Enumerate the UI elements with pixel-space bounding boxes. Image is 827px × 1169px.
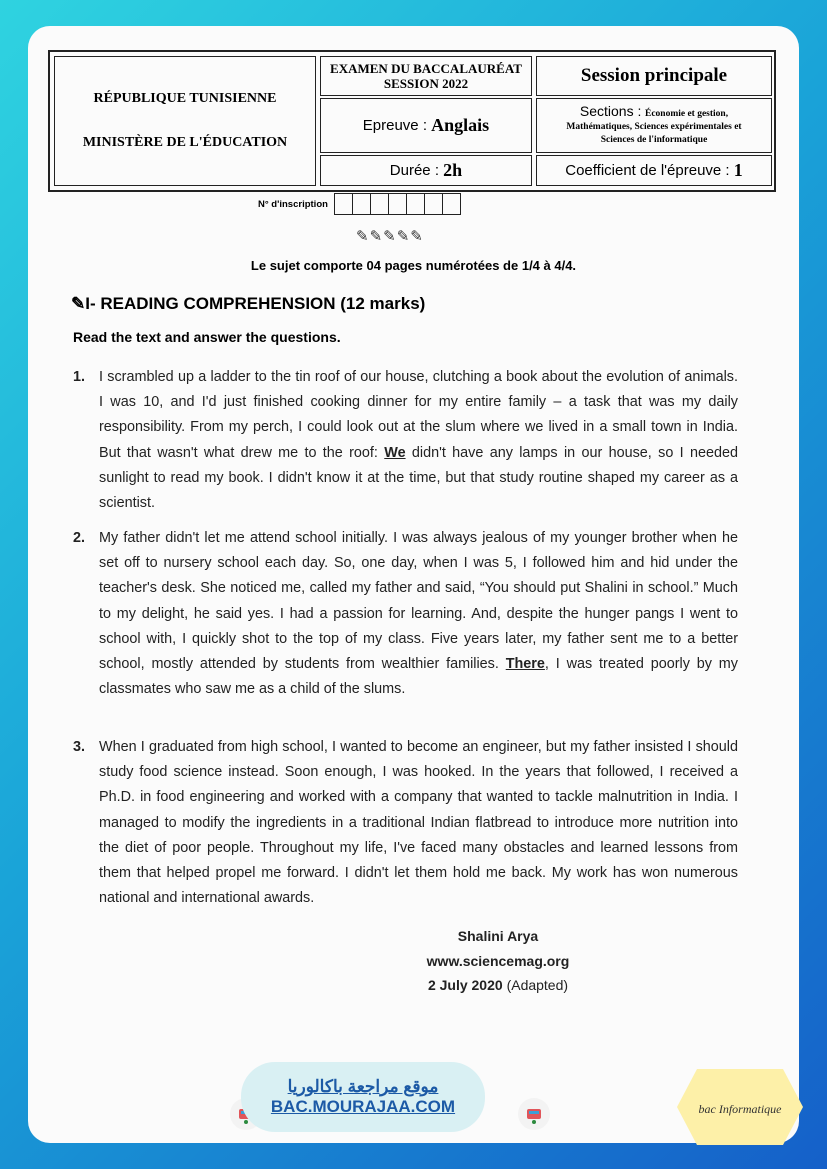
paragraph-3 [73,735,738,911]
watermark-site-link[interactable]: BAC.MOURAJAA.COM [270,1097,456,1116]
watermark-banner[interactable] [241,1062,485,1132]
paragraph-number: 1. [73,369,86,385]
source-site: www.sciencemag.org [426,953,570,969]
header-table [48,50,776,192]
exam-line-1: EXAMEN DU BACCALAURÉAT [330,61,522,76]
section-title [71,294,425,314]
paragraph-text: , I was treated poorly by my classmates who saw me as a child of the slums. [99,656,738,698]
header-institution [54,56,316,186]
source-note: (Adapted) [506,977,569,993]
source-author: Shalini Arya [457,928,539,944]
site-logo-icon [518,1098,550,1130]
paragraph-text: My father didn't let me attend school initially. I was always jealous of my younger brother when he set off to nursery school each day. So, one day, when I was 5, I followed him and hid under the teacher's desk. She noticed me, called my father and said, “You should put Shalini in school.” Much to my delight, he said yes. I had a passion for learning. And, despite the hunger pangs I went to school with, I quickly shot to the top of my class. Five years later, my father sent me to a better school, mostly attended by students from wealthier families. [99,530,738,673]
bac-informatique-badge [675,1067,805,1147]
paragraph-number: 3. [73,739,86,755]
country-name: RÉPUBLIQUE TUNISIENNE [93,91,277,106]
inscription-label: N° d'inscription [258,198,328,210]
inscription-field [258,193,461,215]
ministry-name: MINISTÈRE DE L'ÉDUCATION [82,135,288,150]
coef-cell [536,155,772,186]
paragraph-text: didn't have any lamps in our house, so I needed sunlight to read my book. I didn't know it at the time, but that study routine shaped my career as a scientist. [99,444,738,512]
paragraph-number: 2. [73,530,86,546]
pages-note: Le sujet comporte 04 pages numérotées de 1/4 à 4/4. [250,258,577,273]
watermark-arabic[interactable]: موقع مراجعة باكالوريا [287,1077,439,1096]
exam-page [28,26,799,1143]
duree-value: 2h [443,160,463,180]
exam-line-2: SESSION 2022 [383,76,469,91]
paragraph-2 [73,526,738,702]
source-date-value: 2 July 2020 [427,977,503,993]
epreuve-value: Anglais [431,115,490,135]
sections-cell [536,98,772,153]
pencil-icon: ✎ [71,294,86,313]
paragraph-1 [73,365,738,516]
sections-value-2: Mathématiques, Sciences expérimentales et [566,121,742,132]
exam-title [320,56,532,96]
duree-cell [320,155,532,186]
sections-value-3: Sciences de l'informatique [600,134,708,145]
inscription-boxes[interactable] [334,193,461,215]
epreuve-label: Epreuve : [362,117,427,134]
sections-label: Sections : [579,102,642,119]
coef-value: 1 [733,160,743,180]
instruction: Read the text and answer the questions. [73,329,341,345]
coef-label: Coefficient de l'épreuve : [565,162,730,179]
pencil-icon: ✎✎✎✎✎ [356,228,424,245]
paragraph-text: I scrambled up a ladder to the tin roof of our house, clutching a book about the evolution of animals. I was 10, and I'd just finished cooking dinner for my entire family – a task that was my daily responsibility. From my perch, I could look out at the slum where we lived in a small town in India. But that wasn't what drew me to the roof: [99,369,738,461]
badge-text: bac Informatique [698,1102,782,1116]
underlined-word: There [505,656,545,673]
epreuve-cell [320,98,532,153]
duree-label: Durée : [389,162,439,179]
source-date [408,977,588,993]
paragraph-text: When I graduated from high school, I wanted to become an engineer, but my father insisted I should study food science instead. Soon enough, I was hooked. In the years that followed, I received a Ph.D. in food engineering and worked with a company that wanted to tackle malnutrition in India. I managed to modify the ingredients in a traditional Indian flatbread to introduce more nutrition into the diet of poor people. Throughout my life, I've faced many obstacles and learned lessons from them that helped propel me forward. I didn't let them hold me back. My work has won numerous national and international awards. [99,739,738,907]
underlined-word: We [384,444,406,461]
session-type: Session principale [536,56,772,96]
section-title-text: I- READING COMPREHENSION (12 marks) [85,294,426,313]
sections-value-1: Économie et gestion, [644,108,729,119]
